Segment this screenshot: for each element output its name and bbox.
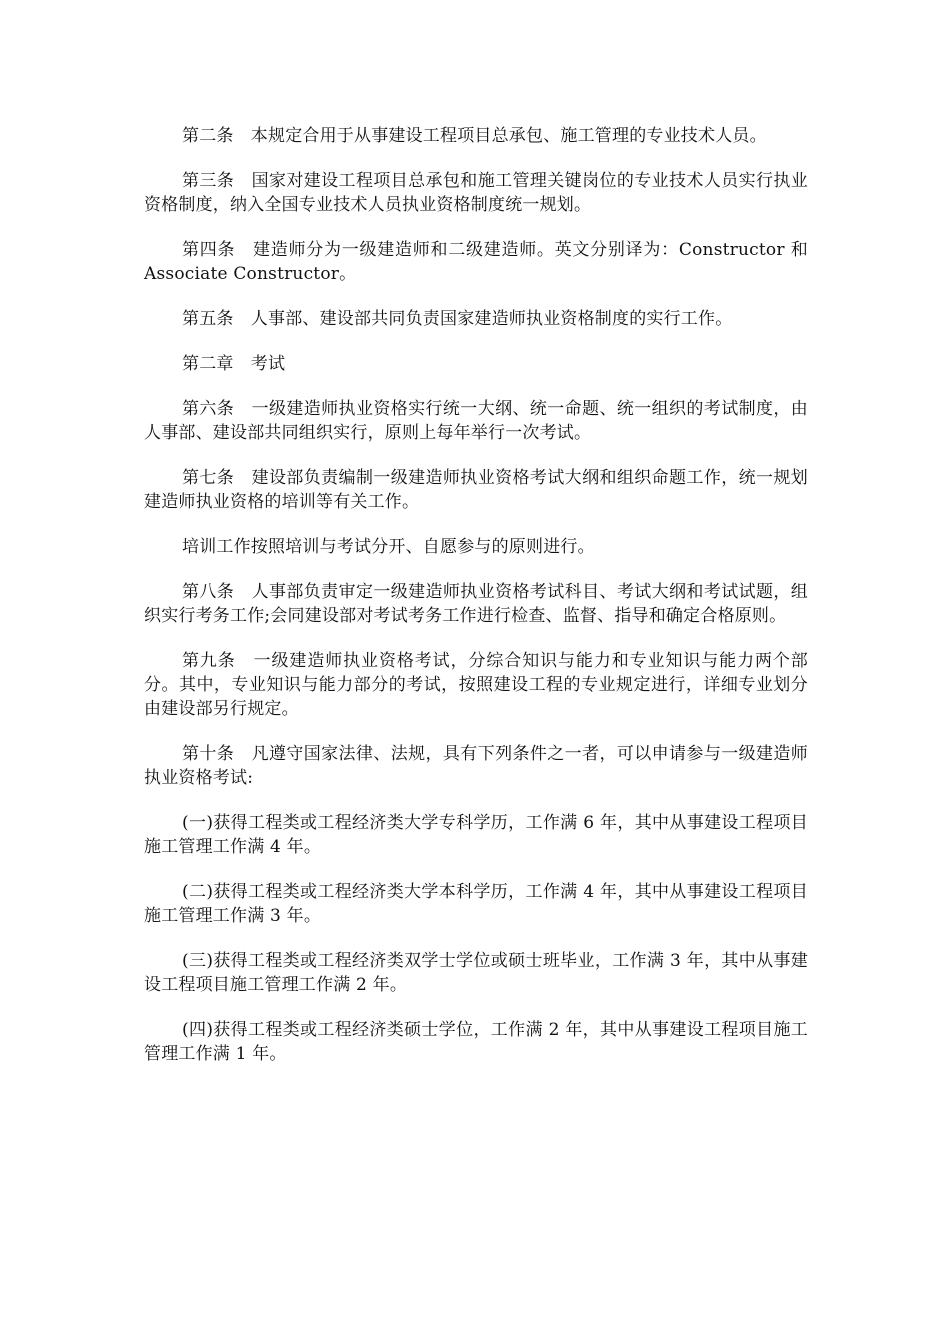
article-5-paragraph: 第五条 人事部、建设部共同负责国家建造师执业资格制度的实行工作。 [182,309,733,329]
condition-3-paragraph: (三)获得工程类或工程经济类双学士学位或硕士班毕业，工作满 3 年，其中从事建设工程项目施工管理工作满 2 年。 [144,951,808,995]
document-body [144,124,808,1087]
condition-2-paragraph: (二)获得工程类或工程经济类大学本科学历，工作满 4 年，其中从事建设工程项目施工管理工作满 3 年。 [144,882,808,926]
article-8-paragraph: 第八条 人事部负责审定一级建造师执业资格考试科目、考试大纲和考试试题，组织实行考务工作;会同建设部对考试考务工作进行检查、监督、指导和确定合格原则。 [144,582,808,626]
article-7-paragraph: 第七条 建设部负责编制一级建造师执业资格考试大纲和组织命题工作，统一规划建造师执业资格的培训等有关工作。 [144,468,808,512]
training-paragraph: 培训工作按照培训与考试分开、自愿参与的原则进行。 [182,537,595,557]
article-9-paragraph: 第九条 一级建造师执业资格考试，分综合知识与能力和专业知识与能力两个部分。其中，专业知识与能力部分的考试，按照建设工程的专业规定进行，详细专业划分由建设部另行规定。 [144,651,808,719]
article-6-paragraph: 第六条 一级建造师执业资格实行统一大纲、统一命题、统一组织的考试制度，由人事部、建设部共同组织实行，原则上每年举行一次考试。 [144,399,808,443]
article-3-paragraph: 第三条 国家对建设工程项目总承包和施工管理关键岗位的专业技术人员实行执业资格制度，纳入全国专业技术人员执业资格制度统一规划。 [144,171,808,215]
chapter-2-heading: 第二章 考试 [182,354,286,374]
article-10-paragraph: 第十条 凡遵守国家法律、法规，具有下列条件之一者，可以申请参与一级建造师执业资格考试: [144,744,808,788]
condition-4-paragraph: (四)获得工程类或工程经济类硕士学位，工作满 2 年，其中从事建设工程项目施工管理工作满 1 年。 [144,1020,808,1064]
condition-1-paragraph: (一)获得工程类或工程经济类大学专科学历，工作满 6 年，其中从事建设工程项目施工管理工作满 4 年。 [144,813,808,857]
article-2-paragraph: 第二条 本规定合用于从事建设工程项目总承包、施工管理的专业技术人员。 [182,126,767,146]
article-4-paragraph: 第四条 建造师分为一级建造师和二级建造师。英文分别译为：Constructor 和 Associate Constructor。 [144,240,808,284]
